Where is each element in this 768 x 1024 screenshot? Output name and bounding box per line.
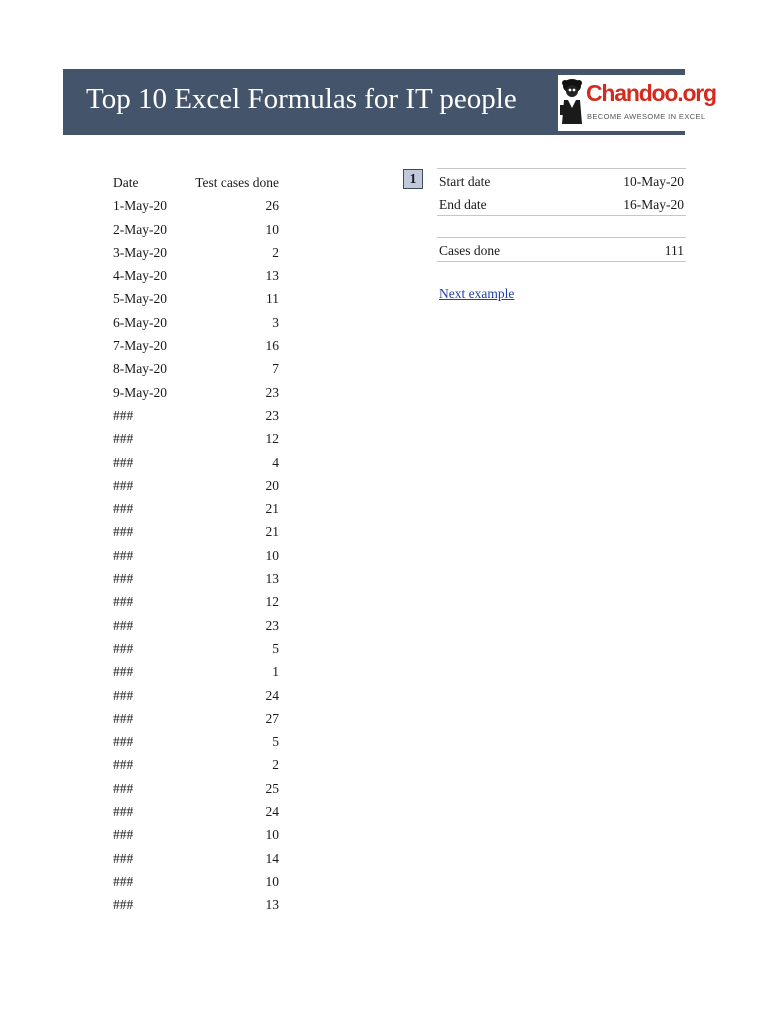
date-cell[interactable]: ### (113, 431, 134, 447)
chandoo-mascot-icon (559, 78, 585, 126)
panel-top-border (437, 168, 686, 169)
table-row (113, 777, 279, 800)
date-cell[interactable]: ### (113, 897, 134, 913)
cases-cell[interactable]: 13 (265, 571, 279, 587)
end-date-label: End date (439, 197, 487, 212)
date-cell[interactable]: 1-May-20 (113, 198, 167, 214)
end-date-row (437, 193, 686, 216)
date-cell[interactable]: 5-May-20 (113, 291, 167, 307)
date-cell[interactable]: ### (113, 850, 134, 866)
cases-cell[interactable]: 1 (272, 664, 279, 680)
table-row (113, 614, 279, 637)
cases-cell[interactable]: 14 (265, 850, 279, 866)
next-example-link[interactable]: Next example (439, 286, 515, 301)
date-cell[interactable]: 4-May-20 (113, 268, 167, 284)
table-body (113, 194, 279, 916)
table-row (113, 404, 279, 427)
table-row (113, 287, 279, 310)
date-cell[interactable]: ### (113, 640, 134, 656)
cases-cell[interactable]: 7 (272, 361, 279, 377)
date-cell[interactable]: 7-May-20 (113, 338, 167, 354)
table-row (113, 264, 279, 287)
cases-cell[interactable]: 25 (265, 780, 279, 796)
cases-cell[interactable]: 26 (265, 198, 279, 214)
cases-cell[interactable]: 24 (265, 804, 279, 820)
table-row (113, 730, 279, 753)
start-date-row (437, 170, 686, 193)
table-row (113, 684, 279, 707)
date-cell[interactable]: ### (113, 407, 134, 423)
start-date-value[interactable]: 10-May-20 (623, 174, 684, 189)
table-row (113, 870, 279, 893)
page-title: Top 10 Excel Formulas for IT people (86, 83, 517, 115)
date-cell[interactable]: ### (113, 477, 134, 493)
date-column-header: Date (113, 175, 139, 190)
table-row (113, 357, 279, 380)
test-cases-table (113, 171, 279, 917)
cases-cell[interactable]: 2 (272, 757, 279, 773)
cases-cell[interactable]: 3 (272, 314, 279, 330)
date-cell[interactable]: ### (113, 827, 134, 843)
logo-tagline: BECOME AWESOME IN EXCEL (587, 112, 706, 121)
date-cell[interactable]: ### (113, 664, 134, 680)
table-row (113, 427, 279, 450)
table-row (113, 381, 279, 404)
cases-cell[interactable]: 13 (265, 268, 279, 284)
date-cell[interactable]: ### (113, 617, 134, 633)
cases-column-header: Test cases done (195, 175, 279, 190)
chandoo-logo (558, 75, 716, 131)
date-cell[interactable]: 3-May-20 (113, 244, 167, 260)
cases-cell[interactable]: 27 (265, 710, 279, 726)
date-cell[interactable]: ### (113, 710, 134, 726)
cases-done-label: Cases done (439, 243, 501, 258)
date-cell[interactable]: ### (113, 524, 134, 540)
date-cell[interactable]: 6-May-20 (113, 314, 167, 330)
date-cell[interactable]: ### (113, 780, 134, 796)
table-row (113, 474, 279, 497)
date-cell[interactable]: ### (113, 594, 134, 610)
table-row (113, 823, 279, 846)
cases-cell[interactable]: 21 (265, 524, 279, 540)
date-cell[interactable]: ### (113, 547, 134, 563)
table-row (113, 311, 279, 334)
table-header-row (113, 171, 279, 194)
cases-cell[interactable]: 10 (265, 827, 279, 843)
start-date-label: Start date (439, 174, 491, 189)
cases-cell[interactable]: 10 (265, 221, 279, 237)
cases-cell[interactable]: 23 (265, 407, 279, 423)
cases-cell[interactable]: 10 (265, 547, 279, 563)
table-row (113, 544, 279, 567)
cases-cell[interactable]: 10 (265, 873, 279, 889)
date-cell[interactable]: ### (113, 571, 134, 587)
table-row (113, 893, 279, 916)
panel-mid-border (437, 215, 686, 216)
table-row (113, 520, 279, 543)
cases-cell[interactable]: 20 (265, 477, 279, 493)
cases-cell[interactable]: 24 (265, 687, 279, 703)
table-row (113, 637, 279, 660)
table-row (113, 567, 279, 590)
table-row (113, 194, 279, 217)
cases-cell[interactable]: 12 (265, 594, 279, 610)
cases-cell[interactable]: 23 (265, 384, 279, 400)
table-row (113, 241, 279, 264)
cases-cell[interactable]: 16 (265, 338, 279, 354)
table-row (113, 334, 279, 357)
date-cell[interactable]: ### (113, 804, 134, 820)
table-row (113, 497, 279, 520)
cases-done-row (437, 239, 686, 262)
cases-cell[interactable]: 13 (265, 897, 279, 913)
cases-cell[interactable]: 2 (272, 244, 279, 260)
cases-cell[interactable]: 5 (272, 640, 279, 656)
cases-cell[interactable]: 5 (272, 734, 279, 750)
cases-cell[interactable]: 4 (272, 454, 279, 470)
table-row (113, 218, 279, 241)
cases-cell[interactable]: 12 (265, 431, 279, 447)
date-cell[interactable]: ### (113, 454, 134, 470)
table-row (113, 451, 279, 474)
date-cell[interactable]: ### (113, 734, 134, 750)
end-date-value[interactable]: 16-May-20 (623, 197, 684, 212)
cases-done-value[interactable]: 111 (664, 243, 684, 258)
cases-cell[interactable]: 23 (265, 617, 279, 633)
cases-cell[interactable]: 21 (265, 501, 279, 517)
table-row (113, 800, 279, 823)
date-cell[interactable]: ### (113, 757, 134, 773)
cases-cell[interactable]: 11 (266, 291, 279, 307)
date-cell[interactable]: ### (113, 501, 134, 517)
title-banner (63, 69, 716, 135)
date-cell[interactable]: ### (113, 687, 134, 703)
table-row (113, 707, 279, 730)
logo-wordmark: Chandoo.org (586, 80, 716, 106)
step-number-badge: 1 (403, 169, 423, 189)
date-cell[interactable]: 2-May-20 (113, 221, 167, 237)
table-row (113, 847, 279, 870)
date-cell[interactable]: ### (113, 873, 134, 889)
cases-bottom-border (437, 261, 686, 262)
table-row (113, 753, 279, 776)
date-cell[interactable]: 9-May-20 (113, 384, 167, 400)
table-row (113, 590, 279, 613)
cases-top-border (437, 237, 686, 238)
date-cell[interactable]: 8-May-20 (113, 361, 167, 377)
table-row (113, 660, 279, 683)
